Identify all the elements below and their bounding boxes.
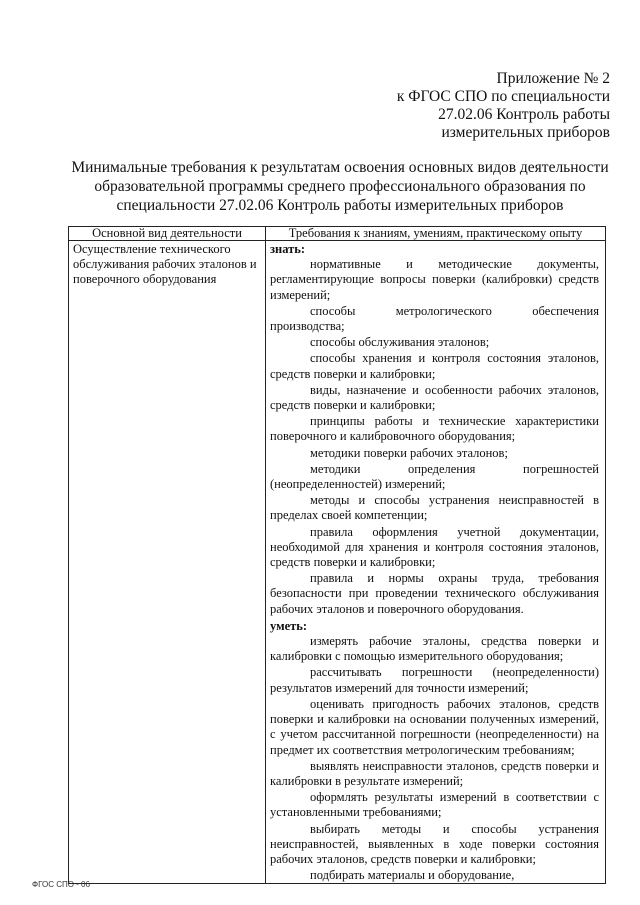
can-item: оформлять результаты измерений в соответствии с установленными требованиями; xyxy=(270,790,599,820)
table-row xyxy=(69,241,606,884)
appendix-number: Приложение № 2 xyxy=(496,70,610,87)
can-item: подбирать материалы и оборудование, xyxy=(310,868,515,883)
title-line-2: образовательной программы среднего профессионального образования по xyxy=(94,178,586,195)
appendix-specialty-code: 27.02.06 Контроль работы xyxy=(438,106,610,123)
requirements-cell xyxy=(266,241,606,884)
can-item: выбирать методы и способы устранения неисправностей, выявленных в ходе поверки состояния рабочих эталонов, средств поверки и калибровки; xyxy=(270,821,599,866)
can-label: уметь: xyxy=(270,618,308,633)
know-item: правила оформления учетной документации, необходимой для хранения и контроля состояния эталонов, средств поверки и калибровки; xyxy=(270,524,599,570)
header-activity: Основной вид деятельности xyxy=(69,227,266,241)
document-title xyxy=(60,158,620,215)
know-item: методики поверки рабочих эталонов; xyxy=(310,445,508,460)
table-header-row xyxy=(69,227,606,241)
appendix-specialty-name: измерительных приборов xyxy=(441,124,610,141)
title-line-1: Минимальные требования к результатам освоения основных видов деятельности xyxy=(71,159,609,176)
know-item: способы обслуживания эталонов; xyxy=(310,335,490,350)
can-item: выявлять неисправности эталонов, средств поверки и калибровки в результате измерений; xyxy=(270,758,599,788)
can-item: измерять рабочие эталоны, средства поверки и калибровки с помощью измерительного оборудования; xyxy=(270,634,599,664)
appendix-reference: к ФГОС СПО по специальности xyxy=(396,88,610,105)
header-requirements: Требования к знаниям, умениям, практическому опыту xyxy=(266,227,606,241)
know-item: принципы работы и технические характеристики поверочного и калибровочного оборудования; xyxy=(270,414,599,444)
know-label: знать: xyxy=(270,242,306,256)
appendix-header xyxy=(397,70,610,142)
know-item: нормативные и методические документы, регламентирующие вопросы поверки (калибровки) средств измерений; xyxy=(270,257,599,302)
page-footer: ФГОС СПО - 06 xyxy=(32,880,90,889)
know-item: методы и способы устранения неисправностей в пределах своей компетенции; xyxy=(270,493,599,523)
can-item: рассчитывать погрешности (неопределенности) результатов измерений для точности измерений; xyxy=(270,665,599,695)
know-item: правила и нормы охраны труда, требования безопасности при проведении технического обслуживания рабочих эталонов и поверочного оборудования. xyxy=(270,571,599,616)
requirements-table xyxy=(68,226,606,884)
know-item: способы хранения и контроля состояния эталонов, средств поверки и калибровки; xyxy=(270,351,599,381)
title-line-3: специальности 27.02.06 Контроль работы измерительных приборов xyxy=(116,197,564,214)
know-item: способы метрологического обеспечения производства; xyxy=(270,303,599,334)
know-item: методики определения погрешностей (неопределенностей) измерений; xyxy=(270,461,599,492)
activity-cell: Осуществление технического обслуживания рабочих эталонов и поверочного оборудования xyxy=(69,241,266,884)
can-item: оценивать пригодность рабочих эталонов, средств поверки и калибровки на основании полученных измерений, с учетом рассчитанной погрешности (неопределенности) на предмет их соответствия метрологическим требованиям; xyxy=(270,696,599,757)
know-item: виды, назначение и особенности рабочих эталонов, средств поверки и калибровки; xyxy=(270,382,599,413)
